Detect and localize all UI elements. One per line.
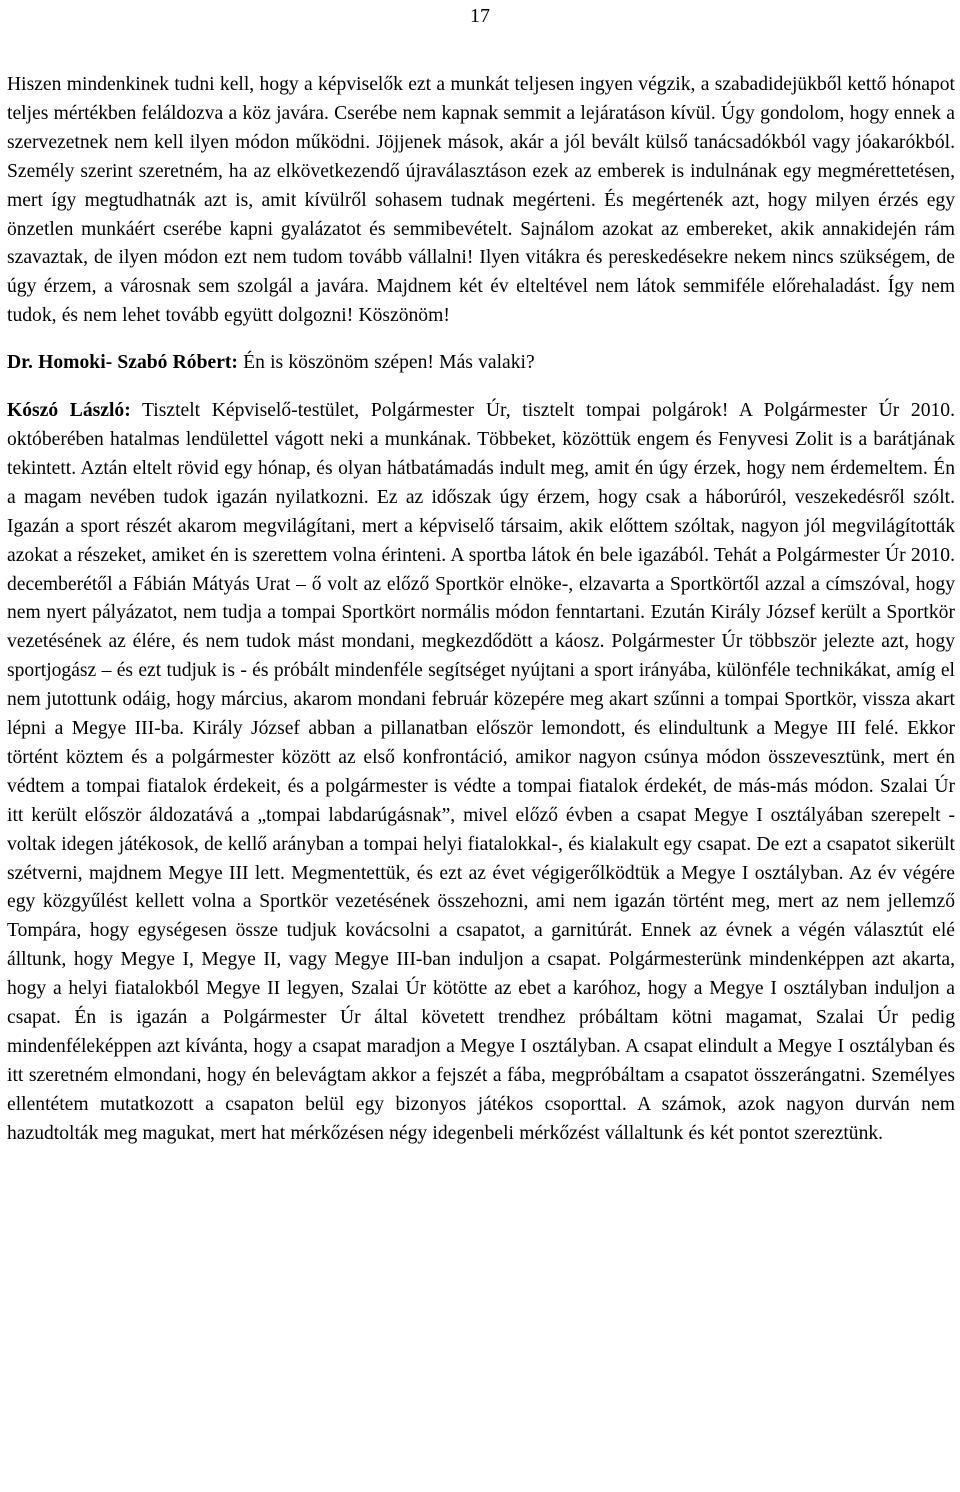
speaker-name: Dr. Homoki- Szabó Róbert: <box>7 352 238 374</box>
speaker-name: Kószó László: <box>7 400 131 422</box>
paragraph-statement <box>7 71 955 331</box>
paragraph-chair-reply <box>7 349 955 378</box>
paragraph-text: Tisztelt Képviselő-testület, Polgármester Úr, tisztelt tompai polgárok! A Polgármester Úr 2010. októberében hatalmas lendülettel vágott neki a munkának. Többeket, közöttük engem és Fenyvesi Zolit is a barátjának tekintett. Aztán eltelt rövid egy hónap, és olyan hátbatámadás indult meg, amit én úgy érzek, hogy nem érdemeltem. Én a magam nevében tudok igazán nyilatkozni. Ez az időszak úgy érzem, hogy csak a háborúról, veszekedésről szólt. Igazán a sport részét akarom megvilágítani, mert a képviselő társaim, akik előttem szóltak, nagyon jól megvilágították azokat a részeket, amiket én is szerettem volna érinteni. A sportba látok én bele igazából. Tehát a Polgármester Úr 2010. decemberétől a Fábián Mátyás Urat – ő volt az előző Sportkör elnöke-, elzavarta a Sportkörtől azzal a címszóval, hogy nem nyert pályázatot, nem tudja a tompai Sportkört normális módon fenntartani. Ezután Király József került a Sportkör vezetésének az élére, és nem tudok mást mondani, megkezdődött a káosz. Polgármester Úr többször jelezte azt, hogy sportjogász – és ezt tudjuk is - és próbált mindenféle segítséget nyújtani a sport irányába, különféle technikákat, amíg el nem jutottunk odáig, hogy március, akarom mondani február közepére meg akart szűnni a tompai Sportkör, vissza akart lépni a Megye III-ba. Király József abban a pillanatban először lemondott, és elindultunk a Megye III felé. Ekkor történt köztem és a polgármester között az első konfrontáció, amikor nagyon csúnya módon összevesztünk, mert én védtem a tompai fiatalok érdekeit, és a polgármester is védte a tompai fiatalok érdekét, de más-más módon. Szalai Úr itt került először áldozatává a „tompai labdarúgásnak”, mivel előző évben a csapat Megye I osztályában szerepelt - voltak idegen játékosok, de kellő arányban a tompai helyi fiatalokkal-, és kialakult egy csapat. De ezt a csapatot sikerült szétverni, majdnem Megye III lett. Megmentettük, és ezt az évet végigerőlködtük a Megye I osztályban. Az év végére egy közgyűlést kellett volna a Sportkör vezetésének összehozni, ami nem igazán történt meg, mert az nem jellemző Tompára, hogy egységesen össze tudjuk kovácsolni a csapatot, a garnitúrát. Ennek az évnek a végén választút elé álltunk, hogy Megye I, Megye II, vagy Megye III-ban induljon a csapat. Polgármesterünk mindenképpen azt akarta, hogy a helyi fiatalokból Megye II legyen, Szalai Úr kötötte az ebet a karóhoz, hogy a Megye I osztályban induljon a csapat. Én is igazán a Polgármester Úr által követett trendhez próbáltam kötni magamat, Szalai Úr pedig mindenféleképpen azt kívánta, hogy a csapat maradjon a Megye I osztályban. A csapat elindult a Megye I osztályban és itt szeretném elmondani, hogy én belevágtam akkor a fejszét a fába, megpróbáltam a csapatot összerángatni. Személyes ellentétem mutatkozott a csapaton belül egy bizonyos játékos csoporttal. A számok, azok nagyon durván nem hazudtolták meg magukat, mert hat mérkőzésen négy idegenbeli mérkőzést vállaltunk és két pontot szereztünk. <box>7 400 956 1144</box>
paragraph-text: Hiszen mindenkinek tudni kell, hogy a képviselők ezt a munkát teljesen ingyen végzik, a szabadidejükből kettő hónapot teljes mértékben feláldozva a köz javára. Cserébe nem kapnak semmit a lejáratáson kívül. Úgy gondolom, hogy ennek a szervezetnek nem kell ilyen módon működni. Jöjjenek mások, akár a jól bevált külső tanácsadókból vagy jóakarókból. Személy szerint szeretném, ha az elkövetkezendő újraválasztáson ezek az emberek is indulnának egy megmérettetésen, mert így megtudhatnák azt is, amit kívülről sohasem tudnak megérteni. És megértenék azt, hogy milyen érzés egy önzetlen munkáért cserébe kapni gyalázatot és semmibevételt. Sajnálom azokat az embereket, akik annakidején rám szavaztak, de ilyen módon ezt nem tudom tovább vállalni! Ilyen vitákra és pereskedésekre nekem nincs szükségem, de úgy érzem, a városnak sem szolgál a javára. Majdnem két év elteltével nem látok semmiféle előrehaladást. Így nem tudok, és nem lehet tovább együtt dolgozni! Köszönöm! <box>7 74 955 327</box>
paragraph-text: Én is köszönöm szépen! Más valaki? <box>237 352 535 374</box>
paragraph-speech <box>7 397 955 1149</box>
page-number: 17 <box>470 5 490 27</box>
document-body <box>7 71 955 1149</box>
